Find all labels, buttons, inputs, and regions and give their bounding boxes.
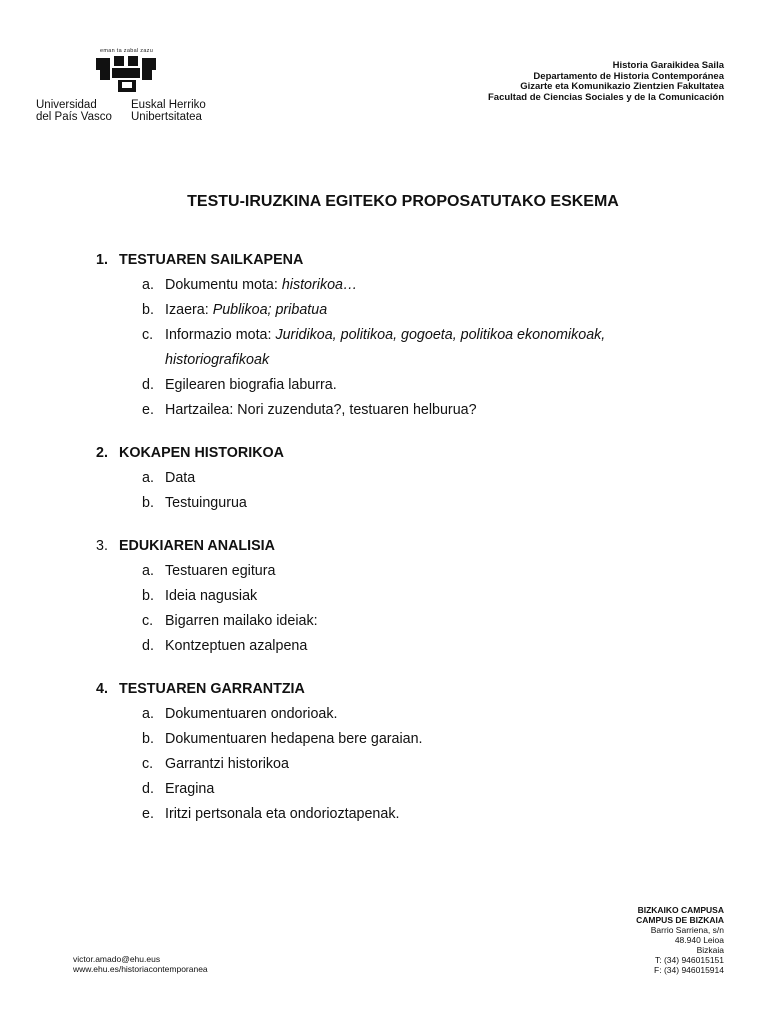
list-item bbox=[96, 612, 716, 630]
department-header bbox=[488, 61, 724, 103]
outline-section bbox=[96, 680, 716, 823]
document-title: TESTU-IRUZKINA EGITEKO PROPOSATUTAKO ESKEMA bbox=[187, 193, 619, 210]
item-text: Eragina bbox=[165, 781, 215, 797]
list-item bbox=[96, 301, 716, 319]
list-item bbox=[96, 376, 716, 394]
list-item bbox=[96, 705, 716, 723]
department-line: Departamento de Historia Contemporánea bbox=[533, 70, 724, 82]
item-text: Testuaren egitura bbox=[165, 563, 276, 579]
item-letter: b. bbox=[142, 495, 154, 511]
item-body bbox=[165, 276, 716, 294]
list-item bbox=[96, 326, 716, 369]
section-number: 1. bbox=[96, 252, 108, 268]
item-body bbox=[165, 780, 716, 798]
section-number: 4. bbox=[96, 681, 108, 697]
item-text: Iritzi pertsonala eta ondorioztapenak. bbox=[165, 806, 400, 822]
department-line: Historia Garaikidea Saila bbox=[612, 60, 724, 71]
item-text: Dokumentuaren hedapena bere garaian. bbox=[165, 731, 423, 747]
logo-text-basque bbox=[131, 99, 206, 123]
item-text: Dokumentu mota: bbox=[165, 277, 282, 293]
item-body bbox=[165, 401, 716, 419]
footer-email[interactable]: victor.amado@ehu.eus bbox=[73, 954, 161, 964]
footer-website[interactable]: www.ehu.es/historiacontemporanea bbox=[73, 964, 208, 974]
section-heading bbox=[96, 680, 716, 705]
item-body bbox=[165, 376, 716, 394]
item-letter: c. bbox=[142, 613, 154, 629]
item-body bbox=[165, 705, 716, 723]
item-body bbox=[165, 805, 716, 823]
item-body bbox=[165, 301, 716, 319]
footer-address bbox=[636, 905, 724, 975]
section-title: TESTUAREN GARRANTZIA bbox=[119, 681, 305, 697]
address-phone: T: (34) 946015151 bbox=[655, 955, 724, 965]
section-title: KOKAPEN HISTORIKOA bbox=[119, 445, 284, 461]
item-letter: e. bbox=[142, 402, 154, 418]
item-body bbox=[165, 587, 716, 605]
logo-text-spanish bbox=[36, 99, 112, 123]
footer-contact bbox=[73, 954, 208, 974]
university-logo bbox=[36, 48, 216, 128]
list-item bbox=[96, 494, 716, 512]
item-text: Kontzeptuen azalpena bbox=[165, 638, 308, 654]
list-item bbox=[96, 637, 716, 655]
section-title: EDUKIAREN ANALISIA bbox=[119, 538, 275, 554]
university-emblem-icon bbox=[96, 56, 156, 94]
item-body bbox=[165, 755, 716, 773]
campus-name-basque: BIZKAIKO CAMPUSA bbox=[637, 905, 724, 915]
section-title: TESTUAREN SAILKAPENA bbox=[119, 252, 304, 268]
item-text: Testuingurua bbox=[165, 495, 247, 511]
list-item bbox=[96, 562, 716, 580]
list-item bbox=[96, 469, 716, 487]
item-text: Bigarren mailako ideiak: bbox=[165, 613, 318, 629]
item-text: Garrantzi historikoa bbox=[165, 756, 289, 772]
campus-name-spanish: CAMPUS DE BIZKAIA bbox=[636, 915, 724, 925]
item-text: Dokumentuaren ondorioak. bbox=[165, 706, 338, 722]
item-letter: d. bbox=[142, 377, 154, 393]
item-letter: a. bbox=[142, 563, 154, 579]
item-text: Egilearen biografia laburra. bbox=[165, 377, 337, 393]
item-letter: e. bbox=[142, 806, 154, 822]
list-item bbox=[96, 755, 716, 773]
list-item bbox=[96, 276, 716, 294]
logo-line: Unibertsitatea bbox=[131, 111, 202, 123]
item-body bbox=[165, 730, 716, 748]
department-line: Facultad de Ciencias Sociales y de la Comunicación bbox=[488, 91, 724, 103]
address-city: 48.940 Leioa bbox=[674, 935, 724, 945]
section-number: 2. bbox=[96, 445, 108, 461]
item-letter: c. bbox=[142, 756, 154, 772]
outline-section bbox=[96, 444, 716, 512]
item-letter: a. bbox=[142, 470, 154, 486]
item-text: Izaera: bbox=[165, 302, 213, 318]
logo-line: del País Vasco bbox=[36, 111, 112, 123]
item-body bbox=[165, 612, 716, 630]
list-item bbox=[96, 805, 716, 823]
list-item bbox=[96, 401, 716, 419]
item-letter: a. bbox=[142, 706, 154, 722]
item-body bbox=[165, 562, 716, 580]
item-body bbox=[165, 494, 716, 512]
item-text: Informazio mota: bbox=[165, 327, 276, 343]
list-item bbox=[96, 587, 716, 605]
outline-sections bbox=[96, 251, 716, 848]
item-body bbox=[165, 469, 716, 487]
item-italic: Juridikoa, politikoa, gogoeta, politikoa ekonomikoak, bbox=[275, 327, 606, 343]
item-body bbox=[165, 326, 716, 369]
item-letter: b. bbox=[142, 588, 154, 604]
logo-line: Universidad bbox=[36, 99, 97, 111]
item-italic-continuation: historiografikoak bbox=[165, 352, 270, 368]
department-line: Gizarte eta Komunikazio Zientzien Fakultatea bbox=[520, 81, 724, 92]
item-italic: historikoa… bbox=[281, 277, 358, 293]
item-letter: d. bbox=[142, 781, 154, 797]
address-province: Bizkaia bbox=[696, 945, 724, 955]
outline-section bbox=[96, 251, 716, 419]
item-letter: d. bbox=[142, 638, 154, 654]
section-heading bbox=[96, 251, 716, 276]
item-text: Ideia nagusiak bbox=[165, 588, 258, 604]
address-street: Barrio Sarriena, s/n bbox=[650, 925, 724, 935]
item-letter: b. bbox=[142, 731, 154, 747]
item-body bbox=[165, 637, 716, 655]
item-text: Hartzailea: Nori zuzenduta?, testuaren helburua? bbox=[165, 402, 477, 418]
section-heading bbox=[96, 537, 716, 562]
address-fax: F: (34) 946015914 bbox=[654, 965, 724, 975]
item-letter: a. bbox=[142, 277, 154, 293]
section-number: 3. bbox=[96, 538, 108, 554]
logo-line: Euskal Herriko bbox=[131, 99, 206, 111]
section-heading bbox=[96, 444, 716, 469]
list-item bbox=[96, 730, 716, 748]
logo-tagline: eman ta zabal zazu bbox=[100, 48, 154, 54]
item-italic: Publikoa; pribatua bbox=[212, 302, 328, 318]
item-letter: c. bbox=[142, 327, 154, 343]
item-letter: b. bbox=[142, 302, 154, 318]
outline-section bbox=[96, 537, 716, 655]
list-item bbox=[96, 780, 716, 798]
item-text: Data bbox=[165, 470, 196, 486]
